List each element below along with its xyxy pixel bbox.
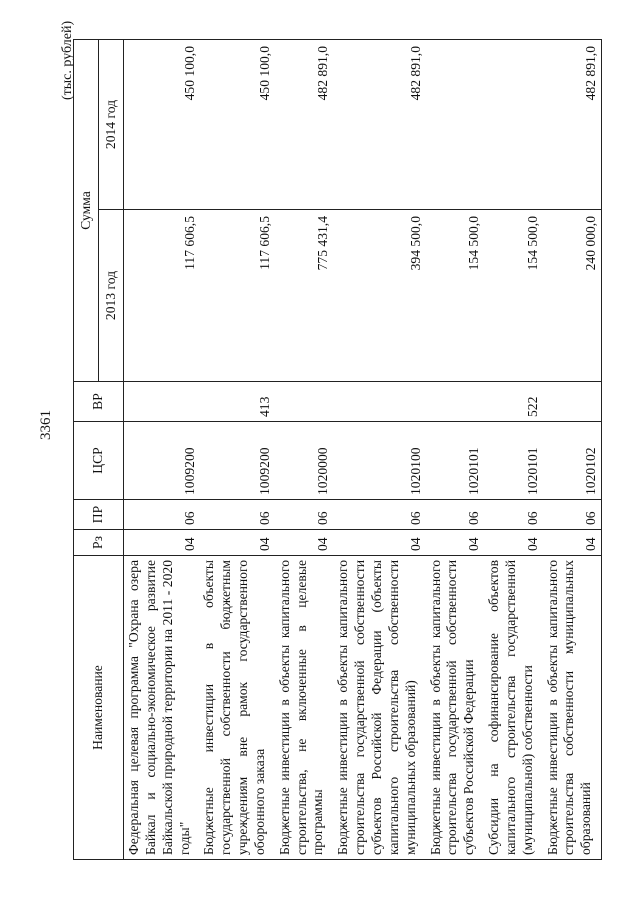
table-row <box>275 40 334 860</box>
row-2013: 117 606,5 <box>199 210 274 382</box>
units-note: (тыс. рублей) <box>60 20 75 100</box>
row-vr <box>333 382 425 422</box>
row-name: Субсидии на софинансирование объектов капитального строительства государственной (муниципальной) собственности <box>484 556 543 860</box>
row-pr: 06 <box>333 500 425 530</box>
row-pr: 06 <box>426 500 485 530</box>
row-pr: 06 <box>484 500 543 530</box>
row-rz: 04 <box>275 530 334 556</box>
row-rz: 04 <box>199 530 274 556</box>
row-2013: 117 606,5 <box>124 210 200 382</box>
table-row <box>484 40 543 860</box>
row-2013: 775 431,4 <box>275 210 334 382</box>
row-csr: 1020100 <box>333 422 425 500</box>
row-2014: 450 100,0 <box>199 40 274 210</box>
row-name: Бюджетные инвестиции в объекты государственной собственности бюджетным учреждениям вне рамок государственного оборонного заказа <box>199 556 274 860</box>
header-2013: 2013 год <box>99 210 124 382</box>
table-row <box>199 40 274 860</box>
page-number: 3361 <box>38 410 54 440</box>
table-row <box>333 40 425 860</box>
row-2014 <box>426 40 485 210</box>
row-2014: 450 100,0 <box>124 40 200 210</box>
row-2013: 154 500,0 <box>426 210 485 382</box>
row-2014: 482 891,0 <box>275 40 334 210</box>
row-2013: 394 500,0 <box>333 210 425 382</box>
row-2014: 482 891,0 <box>333 40 425 210</box>
row-csr: 1009200 <box>199 422 274 500</box>
row-vr: 522 <box>484 382 543 422</box>
row-pr: 06 <box>124 500 200 530</box>
row-vr <box>275 382 334 422</box>
row-name: Бюджетные инвестиции в объекты капитального строительства государственной собственности субъектов Российской Федерации <box>426 556 485 860</box>
header-pr: ПР <box>74 500 124 530</box>
row-name: Бюджетные инвестиции в объекты капитального строительства, не включенные в целевые программы <box>275 556 334 860</box>
row-vr <box>426 382 485 422</box>
row-2013: 240 000,0 <box>543 210 602 382</box>
row-2014: 482 891,0 <box>543 40 602 210</box>
row-name: Федеральная целевая программа "Охрана озера Байкал и социально-экономическое развитие Байкальской природной территории на 2011 - 2020 годы" <box>124 556 200 860</box>
row-csr: 1020101 <box>426 422 485 500</box>
table-row <box>543 40 602 860</box>
row-name: Бюджетные инвестиции в объекты капитального строительства государственной собственности субъектов Российской Федерации (объекты капитального строительства собственности муниципальных образований) <box>333 556 425 860</box>
row-rz: 04 <box>124 530 200 556</box>
row-csr: 1020101 <box>484 422 543 500</box>
row-pr: 06 <box>199 500 274 530</box>
table-row <box>426 40 485 860</box>
row-vr <box>543 382 602 422</box>
rotated-table-container <box>73 40 599 860</box>
row-2014 <box>484 40 543 210</box>
row-rz: 04 <box>543 530 602 556</box>
header-vr: ВР <box>74 382 124 422</box>
row-pr: 06 <box>543 500 602 530</box>
header-rz: Рз <box>74 530 124 556</box>
header-sum: Сумма <box>74 40 99 382</box>
row-rz: 04 <box>333 530 425 556</box>
row-csr: 1020102 <box>543 422 602 500</box>
row-name: Бюджетные инвестиции в объекты капитального строительства собственности муниципальных образований <box>543 556 602 860</box>
row-vr: 413 <box>199 382 274 422</box>
row-csr: 1009200 <box>124 422 200 500</box>
budget-table <box>73 39 602 860</box>
row-vr <box>124 382 200 422</box>
row-2013: 154 500,0 <box>484 210 543 382</box>
table-row <box>124 40 200 860</box>
header-csr: ЦСР <box>74 422 124 500</box>
header-2014: 2014 год <box>99 40 124 210</box>
table-body <box>124 40 602 860</box>
row-rz: 04 <box>484 530 543 556</box>
row-pr: 06 <box>275 500 334 530</box>
row-rz: 04 <box>426 530 485 556</box>
header-name: Наименование <box>74 556 124 860</box>
row-csr: 1020000 <box>275 422 334 500</box>
